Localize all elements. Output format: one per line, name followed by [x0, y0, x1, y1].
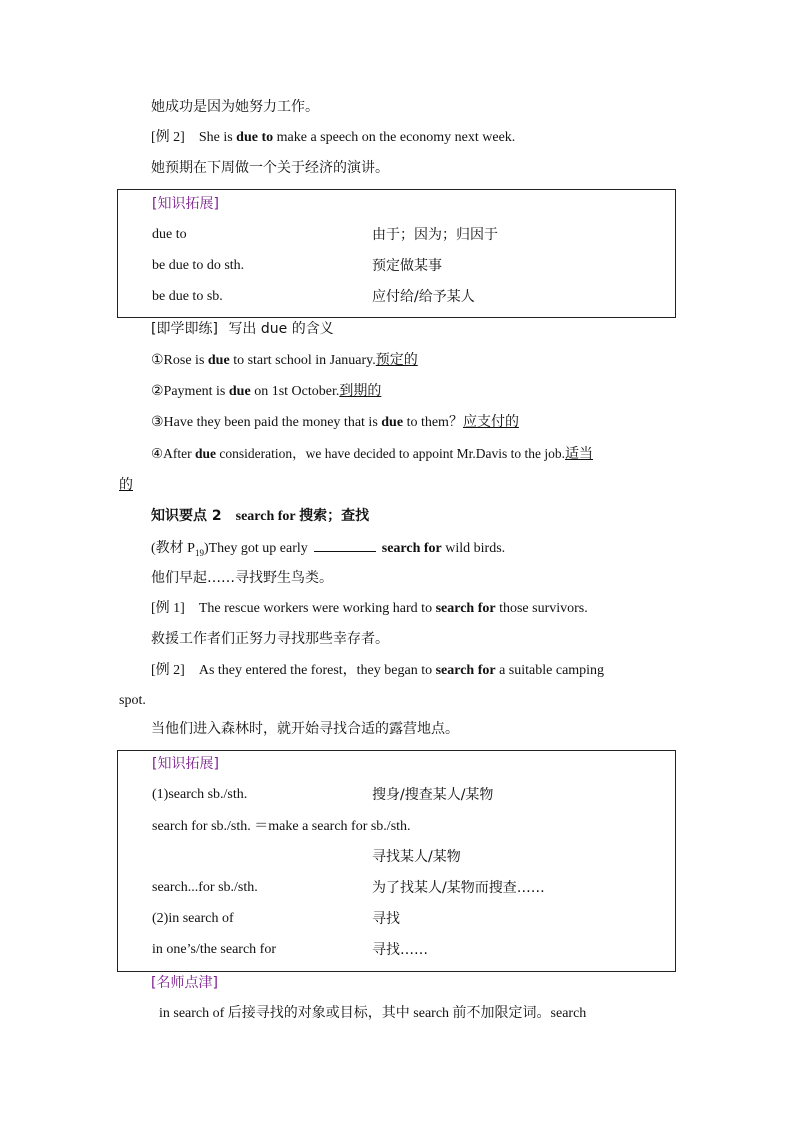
- item-text: ①Rose is: [151, 353, 208, 368]
- answer-continued: 的: [119, 477, 133, 493]
- practice-heading: [151, 319, 334, 340]
- example-text: those survivors.: [495, 601, 588, 616]
- example-2: [151, 128, 515, 148]
- example-text: The rescue workers were working hard to: [198, 601, 436, 616]
- keyword: search for: [435, 601, 496, 616]
- item-text: consideration，we have decided to appoint Mr.Davis to the job.: [215, 446, 566, 461]
- example-text: She is: [198, 130, 237, 145]
- phrase: be due to do sth.: [152, 258, 245, 273]
- practice-item-1: [151, 350, 418, 371]
- example-2b-continued: spot.: [119, 693, 146, 708]
- example-2b-translation: 当他们进入森林时，就开始寻找合适的露营地点。: [151, 721, 459, 737]
- example-text: As they entered the forest，they began to: [198, 663, 436, 678]
- example-1b: [151, 599, 588, 619]
- source-label: (教材 P: [151, 541, 195, 556]
- practice-item-3: [151, 412, 519, 433]
- phrase-meaning: 搜身/搜查某人/某物: [372, 787, 494, 803]
- item-text: on 1st October.: [250, 384, 340, 399]
- phrase-meaning: 为了找某人/某物而搜查……: [372, 880, 545, 896]
- kp-meaning: 搜索；查找: [299, 508, 370, 524]
- teacher-tip-label: [名师点津]: [151, 975, 218, 991]
- practice-item-2: [151, 381, 381, 402]
- item-text: to them？: [403, 415, 463, 430]
- practice-item-4: [151, 444, 593, 464]
- item-text: to start school in January.: [229, 353, 376, 368]
- answer: 到期的: [339, 383, 382, 399]
- phrase: search for sb./sth. ＝make a search for sb./sth.: [152, 819, 411, 834]
- kp-term: search for: [235, 509, 296, 524]
- phrase-meaning: 由于；因为；归因于: [372, 227, 498, 243]
- phrase: search...for sb./sth.: [152, 880, 258, 895]
- phrase-meaning: 预定做某事: [372, 258, 442, 274]
- practice-label: [即学即练]: [151, 321, 218, 337]
- answer: 应支付的: [462, 414, 519, 430]
- phrase-meaning: 寻找……: [372, 942, 428, 958]
- example-label: [例 2]: [151, 663, 185, 678]
- example-2b: [151, 661, 604, 681]
- teacher-tip-text: in search of 后接寻找的对象或目标，其中 search 前不加限定词。search: [159, 1006, 587, 1021]
- example-1b-translation: 救援工作者们正努力寻找那些幸存者。: [151, 631, 389, 647]
- phrase-meaning: 应付给/给予某人: [372, 289, 475, 305]
- textbook-translation: 他们早起……寻找野生鸟类。: [151, 570, 333, 586]
- item-text: ②Payment is: [151, 384, 229, 399]
- textbook-example: [151, 537, 505, 563]
- fill-blank: [314, 537, 376, 552]
- phrase-meaning: 寻找: [372, 911, 400, 927]
- item-text: ③Have they been paid the money that is: [151, 415, 382, 430]
- phrase: (2)in search of: [152, 911, 234, 926]
- knowledge-expansion-box-1: [117, 189, 676, 318]
- phrase-meaning: 寻找某人/某物: [372, 849, 461, 865]
- keyword: due: [228, 384, 251, 399]
- phrase: due to: [152, 227, 187, 242]
- box-title: [知识拓展]: [152, 196, 219, 212]
- answer: 预定的: [375, 352, 418, 368]
- box-title: [知识拓展]: [152, 756, 219, 772]
- keyword: due: [381, 415, 404, 430]
- phrase: (1)search sb./sth.: [152, 787, 248, 802]
- keyword: search for: [381, 541, 442, 556]
- example-text: wild birds.: [441, 541, 506, 556]
- keyword: due: [194, 446, 216, 461]
- phrase: be due to sb.: [152, 289, 223, 304]
- example-2-translation: 她预期在下周做一个关于经济的演讲。: [151, 160, 389, 176]
- answer: 适当: [565, 446, 594, 462]
- practice-title: 写出 due 的含义: [228, 321, 334, 337]
- page-number: 19: [194, 547, 204, 558]
- knowledge-point-2-heading: [151, 506, 369, 527]
- example-text: )They got up early: [203, 541, 308, 556]
- kp-label: 知识要点 2: [151, 508, 222, 524]
- example-text: make a speech on the economy next week.: [273, 130, 516, 145]
- example-text: a suitable camping: [495, 663, 605, 678]
- phrase: in one’s/the search for: [152, 942, 277, 957]
- keyword: search for: [435, 663, 496, 678]
- example-label: [例 1]: [151, 601, 185, 616]
- keyword: due to: [236, 130, 274, 145]
- knowledge-expansion-box-2: [117, 750, 676, 972]
- keyword: due: [207, 353, 230, 368]
- item-text: ④After: [151, 446, 195, 461]
- sentence-translation: 她成功是因为她努力工作。: [151, 99, 319, 115]
- example-label: [例 2]: [151, 130, 185, 145]
